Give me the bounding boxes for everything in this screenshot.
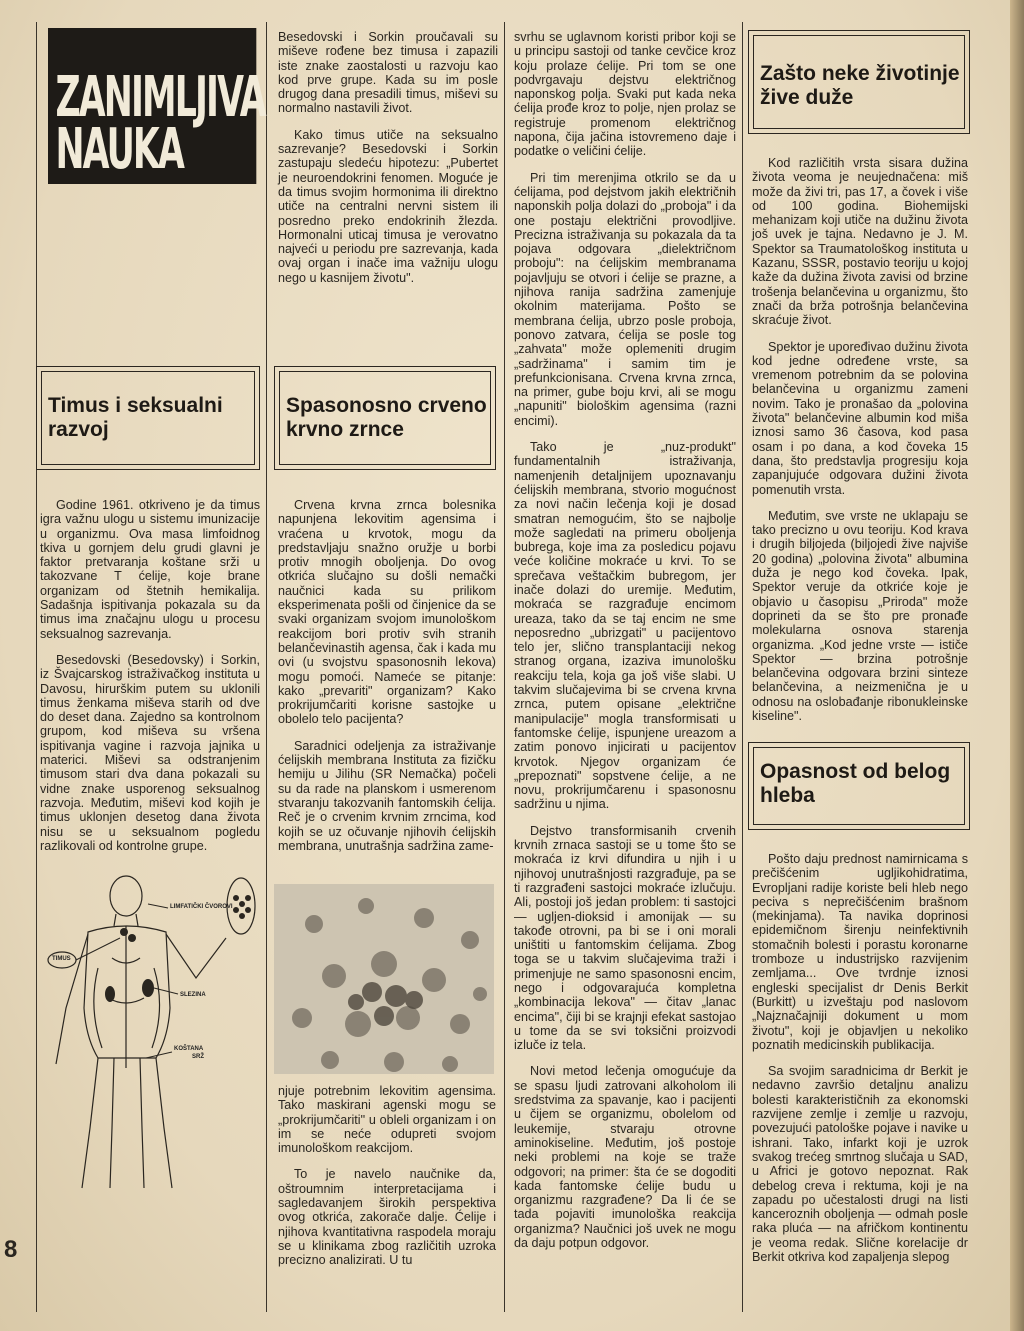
article-zivotinje-body <box>752 156 968 735</box>
column-rule <box>504 22 505 1312</box>
column-rule <box>742 22 743 1312</box>
paragraph: Pri tim merenjima otkrilo se da u ćelijama, pod dejstvom jakih električnih naponskih polja dolazi do „proboja" i da one postaju električni provodljive. Precizna istraživanja su pokazala da ta pojava odgovara „dielektričnom proboju": na ćelijskim membranama pojavljuju se otvori i ćelije se prazne, a njihova ranija sadržina zamenjuje okolnim materijama. Pošto se membrana ćelija, ubrzo posle proboja, ponovo zatvara, ćelija se posle tog „zahvata" može oplemeniti drugim „sadržinama" i samim tim je prefunkcionisana. Crvena krvna zrnca, na primer, gube boju krvi, ali se mogu „napuniti" biološkim agensima (razni encimi). <box>514 170 736 428</box>
paragraph: Novi metod lečenja omogućuje da se spasu ljudi zatrovani alkoholom ili sredstvima za spavanje, kao i pacijenti u čijem se organizmu, obolelom od leukemije, stvaraju otrovne aminokiseline. Međutim, još postoje neki problemi na koje se traže odgovori; na primer: šta će se dogoditi kada fantomske ćelije budu u organizmu razgrađene? Da li će se tada pojaviti imunološka reakcija organizma? Naučnici još uvek ne mogu da daju potpun odgovor. <box>514 1064 736 1251</box>
diagram-label-lymph: LIMFATIČKI ČVOROVI <box>170 904 233 910</box>
headline-zrnce: Spasonosno crveno krvno zrnce <box>286 394 487 441</box>
headline-timus: Timus i seksualni razvoj <box>48 394 223 441</box>
section-banner <box>48 28 265 184</box>
paragraph: Crvena krvna zrnca bolesnika napunjena lekovitim agensima i vraćena u krvotok, mogu da predstavljaju snažno oružje u borbi protiv mnogih oboljenja. Do ovog otkrića slučajno su došli nemački naučnici kada su prilikom eksperimenata pošli od činjenice da se svaki organizam svojom imunološkom reakcijom bori protiv svih stranih belančevinastih agensa, čak i kada mu ovi (u svojstvu spasonosnih lekova) mogu pomoći. Nameće se pitanje: kako „prevariti" organizam? Kako prokrijumčariti korisne sastojke u obolelo telo pacijenta? <box>278 498 496 727</box>
page-number: 8 <box>4 1236 18 1263</box>
diagram-label-thymus: TIMUS <box>52 956 71 962</box>
paragraph: To je navelo naučnike da, oštroumnim interpretacijama i sagledavanjem širokih perspektiva ovog otkrića, zakorače dalje. Ćelije i njihova kvantitativna raspodela moraju se u klinikama zbog različitih uzroka precizno analizirati. U tu <box>278 1167 496 1268</box>
paragraph: Besedovski i Sorkin proučavali su miševe rođene bez timusa i zapazili iste znake zaostalosti u razvoju kao kod prve grupe. Kada su im posle drugog dana presadili timus, miševi su normalno nastavili život. <box>278 30 498 116</box>
paragraph: Sa svojim saradnicima dr Berkit je nedavno završio detaljnu analizu bolesti karakterističnih za ekonomski razvijene zemlje i zemlje u razvoju, povezujući patološke pojave i navike u ishrani. Tako, infarkt koji je uzrok svakog trećeg smrtnog slučaja u SAD, u Africi je gotovo nepoznat. Rak debelog creva i rektuma, koji je na zapadu po učestalosti drugi na listi kanceroznih oboljenja — odmah posle raka pluća — na afričkom kontinentu je veoma redak. Slične korelacije dr Berkit otkriva kod zapaljenja slepog <box>752 1064 968 1265</box>
article-zrnce-body <box>278 498 496 865</box>
diagram-label-marrow-1: KOŠTANA <box>174 1046 204 1052</box>
article-zrnce-continued-b <box>514 30 736 1262</box>
article-timus-continued <box>278 30 498 297</box>
paragraph: Tako je „nuz-produkt" fundamentalnih istraživanja, namenjenih detaljnijem upoznavanju ćelijskih membrana, stvorio mogućnost za novi način lečenja koji je dosad smatran nemogućim, što se najbolje može sagledati na primeru oboljenja bubrega, koje ima za posledicu pojavu veće količine mokraće u krvi. To se sprečava veštačkim bubregom, jer inače dolazi do uremije. Međutim, mokraća se razgrađuje encimom ureaza, tako da se taj encim ne sme neposredno „ubrizgati" u pacijentovo telo jer, slično transplantaciji nekog stranog organa, izaziva imunološku reakciju tela, koja ga još više slabi. U takvim slučajevima bi se crvena krvna zrnca, putem opisane „električne manipulacije" mogla transformisati u fantomske ćelije, ispunjene ureazom a zatim ponovo injicirati u pacijentov krvotok. Njegov organizam će „prepoznati" sopstvene ćelije, a ne novu, prokrijumčarenu i spasonosnu sadržinu u njima. <box>514 440 736 812</box>
article-zrnce-continued-a <box>278 1084 496 1280</box>
blood-cells-micrograph <box>274 884 494 1074</box>
section-banner-line1: ZANIMLJIVA <box>55 65 265 130</box>
human-figure-illustration <box>28 868 260 1198</box>
paragraph: Pošto daju prednost namirnicama s prečišćenim ugljikohidratima, Evropljani radije koriste beli hleb nego peciva s neprečišćenim brašnom (mekinjama). Ta navika doprinosi epidemičnom širenju neinfektivnih stomačnih bolesti i porastu koronarne tromboze u industrijsko razvijenim zemljama... Ove tvrdnje iznosi engleski specijalist dr Denis Berkit (Burkitt) u izveštaju pod naslovom „Najznačajniji dokument u mom životu", koji je objavljen u nekoliko poznatih medicinskih publikacija. <box>752 852 968 1052</box>
paragraph: njuje potrebnim lekovitim agensima. Tako maskirani agenski mogu se „prokrijumčariti" u obleli organizam i on im se neće odupreti svojom imunološkom reakcijom. <box>278 1084 496 1156</box>
headline-box-hleb <box>748 742 970 830</box>
headline-hleb: Opasnost od belog hleba <box>760 760 951 807</box>
headline-box-timus <box>36 366 260 470</box>
paragraph: Međutim, sve vrste ne uklapaju se tako precizno u ovu teoriju. Kod krava i drugih biljojeda (biljojedi žive najviše 20 godina) „polovina života" albumina duža je nego kod čoveka. Ipak, Spektor veruje da otkriće koje je objavio u časopisu „Priroda" može doprineti da se što pre pronađe molekularna osnova starenja organizma. „Kod jedne vrste — ističe Spektor — brzina potrošnje belančevina odgovara brzini sinteze belančevina, a neizmenična je u odnosu na oslobađanje ribonukleinske kiseline". <box>752 508 968 723</box>
page-edge <box>1010 0 1024 1331</box>
diagram-label-spleen: SLEZINA <box>180 992 206 998</box>
article-timus-body <box>40 498 260 865</box>
paragraph: Kod različitih vrsta sisara dužina života veoma je neujednačena: miš može da živi tri, pas 17, a čovek i više od 100 godina. Biohemijski mehanizam koji utiče na dužinu života još uvek je tajna. Nedavno je J. M. Spektor sa Traumatološkog instituta u Kazanu, SSSR, postavio teoriju u kojoj kaže da dužina života zavisi od brzine trošenja belančevina u organizmu, što znači da brža potrošnja belančevina skraćuje život. <box>752 156 968 328</box>
microscope-photo <box>274 884 494 1074</box>
paragraph: Saradnici odeljenja za istraživanje ćelijskih membrana Instituta za fizičku hemiju u Jilihu (SR Nemačka) počeli su da rade na planskom i usmerenom stvaranju takozvanih fantomskih ćelija. Reč je o crvenim krvnim zrncima, kod kojih se uz očuvanje njihovih ćelijskih membrana, unutrašnja sadržina zame- <box>278 738 496 853</box>
headline-zivotinje: Zašto neke životinje žive duže <box>760 62 960 109</box>
article-hleb-body <box>752 852 968 1276</box>
anatomy-diagram <box>28 868 260 1198</box>
paragraph: svrhu se uglavnom koristi pribor koji se u principu sastoji od tanke cevčice kroz koju prolaze ćelije. Pri tom se one podvrgavaju dejstvu električnog naponskog polja. Svaki put kada neka ćelija prođe kroz to polje, njen prolaz se registruje promenom električnog napona, čija jačina istovremeno daje i podatke o veličini ćelije. <box>514 30 736 159</box>
paragraph: Besedovski (Besedovsky) i Sorkin, iz Švajcarskog istraživačkog instituta u Davosu, hirurškim putem su uklonili timus ženkama miševa starih od dve do deset dana. Zajedno sa kontrolnom grupom, kod miševa su vršena ispitivanja vagine i razvoja jajnika u materici. Miševi sa odstranjenim timusom stari dva dana pokazali su vidne znake usporenog seksualnog razvoja. Međutim, miševi kod kojih je timus uklonjen desetog dana života nisu se u seksualnom pogledu razlikovali od kontrolne grupe. <box>40 652 260 853</box>
section-banner-line2: NAUKA <box>55 117 183 182</box>
column-rule <box>266 22 267 1312</box>
paragraph: Spektor je upoređivao dužinu života kod jedne određene vrste, sa vremenom potrebnim da se polovina belančevina u organizmu zameni novim. Tako je pronašao da „polovina života" belančevine albumin kod miša iznosi samo 36 časova, kod pasa osam i po dana, a kod čoveka 15 dana, što predstavlja progresiju koja zapanjujuće odgovara dužini života pomenutih vrsta. <box>752 339 968 497</box>
paragraph: Kako timus utiče na seksualno sazrevanje? Besedovski i Sorkin zastupaju sledeću hipotezu: „Pubertet je neuroendokrini fenomen. Moguće je da timus svojim hormonima ili direktno utiče na centralni nervni sistem ili posredno preko endokrinih žlezda. Hormonalni uticaj timusa je verovatno najveći u periodu pre sazrevanja, kada ovaj organ i inače ima važniju ulogu nego u kasnijem životu". <box>278 127 498 285</box>
headline-box-zrnce <box>274 366 496 470</box>
diagram-label-marrow-2: SRŽ <box>192 1054 204 1060</box>
paragraph: Godine 1961. otkriveno je da timus igra važnu ulogu u sistemu imunizacije u organizmu. Ova masa limfoidnog tkiva u gornjem delu grudi glavni je faktor pretvaranja koštane srži u takozvane T ćelije, koje brane organizam od štetnih hemikalija. Sadašnja ispitivanja pokazala su da timus ima značajnu ulogu u procesu seksualnog sazrevanja. <box>40 498 260 641</box>
headline-box-zivotinje <box>748 30 970 134</box>
paragraph: Dejstvo transformisanih crvenih krvnih zrnaca sastoji se u tome što se mokraća iz krvi difundira u njih i u njihovoj unutrašnjosti razgrađuje, pa se ti razgrađeni sastojci mokraće izlučuju. Ali, postoji još jedan problem: ti sastojci — ugljen-dioksid i amonijak — su takođe otrovni, pa bi se i oni morali uništiti u fantomskim ćelijama. Zbog toga se u takvim slučajevima traži i primenjuje ne samo spasonosni encim, nego i odgovarajuća kompletna „kombinacija lekova" — čitav „lanac encima", čiji bi se krajnji efekat sastojao u tome da se svi toksični proizvodi izluče iz tela. <box>514 823 736 1053</box>
